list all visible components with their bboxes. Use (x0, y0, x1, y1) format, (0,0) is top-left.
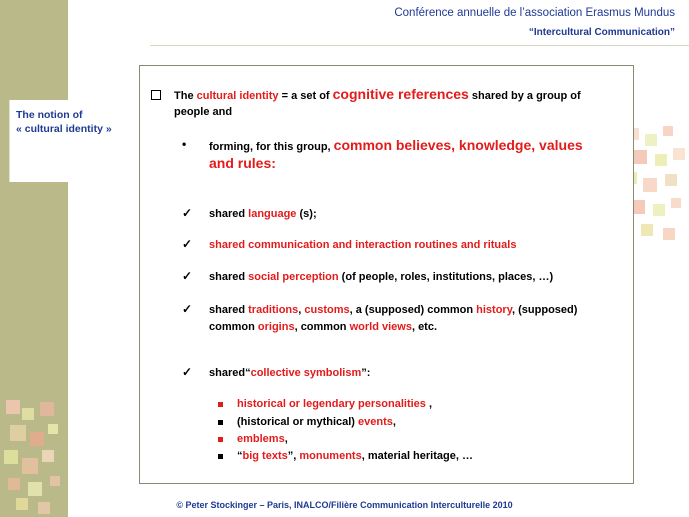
check-item-social-perception (209, 269, 553, 285)
check-item-collective-symbolism (209, 365, 370, 381)
text-part: , (392, 416, 396, 428)
text-part-red: historical or legendary personalities (237, 398, 426, 410)
bullet-icon: • (182, 137, 187, 151)
text-part: common (209, 321, 258, 333)
red-square-bullet-icon (218, 402, 223, 407)
text-part-red: monuments (299, 450, 362, 462)
intro-text-3: shared by a group of (468, 90, 581, 102)
text-part-red: social perception (248, 271, 339, 283)
red-square-bullet-icon (218, 437, 223, 442)
black-square-bullet-icon (218, 420, 223, 425)
sub-item-personalities (237, 396, 432, 412)
intro-line-1 (174, 86, 581, 104)
notion-label (16, 108, 134, 136)
forming-common-believes: common believes, knowledge, values (333, 137, 583, 153)
text-part-red: customs (304, 304, 350, 316)
check-icon: ✓ (182, 237, 193, 251)
check-icon: ✓ (182, 365, 193, 379)
text-part: “ (237, 450, 243, 462)
slide-content-box (139, 65, 634, 484)
text-part: , (298, 304, 305, 316)
text-part: shared (209, 208, 249, 220)
header-divider (150, 45, 689, 46)
check-item-language (209, 206, 317, 222)
forming-line-2: and rules: (209, 155, 276, 171)
sub-item-emblems (237, 431, 288, 447)
text-part: , material heritage, … (361, 450, 473, 462)
text-part-red: language (248, 208, 297, 220)
text-part: , (284, 433, 288, 445)
text-part: shared“ (209, 367, 251, 379)
intro-cognitive-references: cognitive references (332, 86, 469, 102)
intro-line-2: people and (174, 106, 233, 118)
intro-text-1: The (174, 90, 197, 102)
text-part-red: emblems (237, 433, 285, 445)
footer-copyright: © Peter Stockinger – Paris, INALCO/Filière Communication Interculturelle 2010 (176, 500, 513, 510)
text-part: shared (209, 271, 249, 283)
intro-text-2: = a set of (278, 90, 333, 102)
decorative-squares-left (0, 380, 80, 517)
text-part: , (425, 398, 433, 410)
intro-cultural-identity: cultural identity (196, 90, 279, 102)
text-part-red: collective symbolism (250, 367, 362, 379)
text-part-red: world views (349, 321, 412, 333)
conference-title: Conférence annuelle de l’association Erasmus Mundus (394, 7, 675, 19)
forming-line-1 (209, 137, 583, 155)
check-icon: ✓ (182, 206, 193, 220)
text-part: shared (209, 304, 249, 316)
conference-subtitle: “Intercultural Communication” (528, 27, 675, 38)
notion-label-line1: The notion of (16, 109, 83, 121)
text-part: (s); (296, 208, 317, 220)
text-part: , common (294, 321, 350, 333)
check-item-communication: shared communication and interaction routines and rituals (209, 239, 517, 251)
check-item-traditions-line-1 (209, 302, 577, 318)
text-part: , (supposed) (512, 304, 578, 316)
text-part: , etc. (411, 321, 438, 333)
text-part-red: big texts (242, 450, 288, 462)
check-icon: ✓ (182, 269, 193, 283)
check-item-traditions-line-2 (209, 319, 437, 335)
sub-item-events (237, 414, 396, 430)
sub-item-big-texts (237, 448, 473, 464)
text-part-red: origins (257, 321, 295, 333)
text-part: (of people, roles, institutions, places, …) (338, 271, 554, 283)
check-icon: ✓ (182, 302, 193, 316)
text-part: , a (supposed) common (349, 304, 477, 316)
forming-text: forming, for this group, (209, 141, 334, 153)
checkbox-bullet-icon (151, 90, 161, 100)
text-part-red: history (476, 304, 513, 316)
text-part-red: events (358, 416, 393, 428)
text-part: ”: (361, 367, 371, 379)
black-square-bullet-icon (218, 454, 223, 459)
notion-label-line2: « cultural identity » (16, 123, 112, 135)
text-part: (historical or mythical) (237, 416, 359, 428)
text-part-red: traditions (248, 304, 299, 316)
text-part: ”, (287, 450, 300, 462)
